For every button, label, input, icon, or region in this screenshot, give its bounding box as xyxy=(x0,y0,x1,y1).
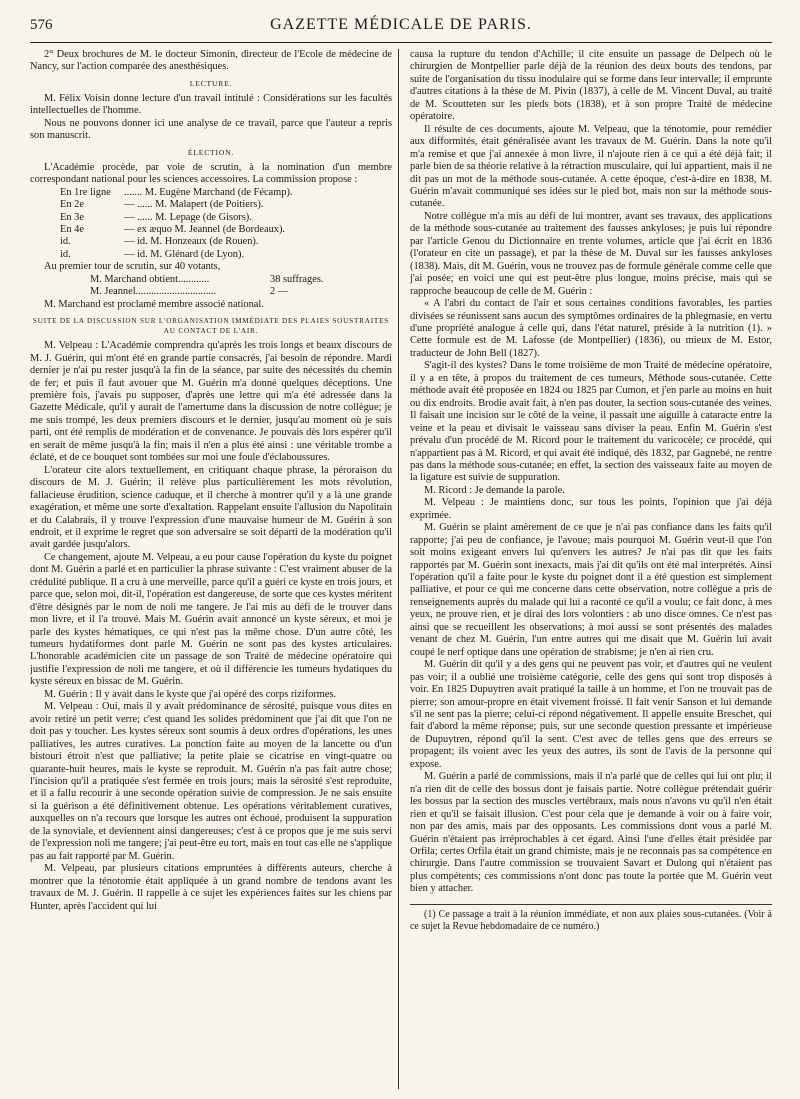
section-heading-lecture: LECTURE. xyxy=(189,78,233,88)
list-item: En 3e — ...... M. Lepage (de Gisors). xyxy=(60,211,252,223)
section-heading-election: ÉLECTION. xyxy=(187,147,235,157)
list-item: M. Jeannel............................... 2 — xyxy=(90,286,289,298)
footnote: (1) Ce passage a trait à la réunion immédiate, et non aux plaies sous-cutanées. (Voir à ce sujet la Revue hebdomadaire de ce numéro.) xyxy=(409,908,772,932)
paragraph: M. Marchand est proclamé membre associé national. xyxy=(44,298,264,310)
right-column xyxy=(406,49,772,1089)
paragraph: Ce changement, ajoute M. Velpeau, a eu pour cause l'opération du kyste du poignet dont M. Guérin a parlé et en particulier la phrase suivante : C'est vraiment abuser de la crédulité publique. Il a cru à une merveille, parce qu'il a guéri ce kyste en trois jours, et parce que, selon moi, dit-il, l'opération est dangereuse, de sorte que ces kystes méritent d'être désignés par le nom de noli me tangere. Je l'ai mis au défi de le trouver dans mon livre, et il l'a trouvé. Mais M. Guérin avait annoncé un kyste séreux, et moi je parle des kystes hématiques, ce qui n'est pas la même chose. D'un autre côté, les tumeurs hydatiformes dont parle M. Guérin ne sont pas des kystes articulaires. L'honorable académicien cite un passage de son Traité de médecine opératoire qui justifie l'expression de noli me tangere, et où il différencie les tumeurs hydatiques du kyste séreux en bissac de M. Guérin. xyxy=(30,551,393,688)
left-column xyxy=(30,49,398,1089)
columns xyxy=(30,49,772,1089)
paragraph: Notre collègue m'a mis au défi de lui montrer, avant ses travaux, des applications de la méthode sous-cutanée au traitement des fausses ankyloses; je puis lui répondre par l'article Genou du Dictionnaire en trente volumes, article que j'ai écrit en 1836 (l'orateur en cite un passage), et par la thèse de M. Duval sur les fausses ankyloses (1838). Mais, dit M. Guérin, vous ne trouvez pas de formule générale comme celle que j'ai posée; en voici une qui est peut-être plus longue, moins précise, mais qui se rapproche beaucoup de celle de M. Guérin : xyxy=(409,210,772,297)
list-item: id. — id. M. Glénard (de Lyon). xyxy=(60,248,245,260)
paragraph: M. Guérin dit qu'il y a des gens qui ne peuvent pas voir, et d'autres qui ne veulent pas voir; il a oublié une troisième catégorie, celle des gens qui sont trop disposés à voir. En 1825 Dupuytren avait pratiqué la taille à un homme, et l'on ne trouvait pas de pierre; son amour-propre en était vivement froissé. Il fait venir Sanson et lui demande s'il ne sent pas la pierre; celui-ci répond négativement. Il appelle ensuite Breschet, qui fait d'abord la même réponse; puis, sur une seconde question pressante et impérieuse de Dupuytren, répond qu'il la sent. C'est avec de telles gens que des erreurs se propagent; ils voient avec les yeux des autres, ils sont de l'avis de la personne qui expose. xyxy=(409,659,772,770)
paragraph: 2° Deux brochures de M. le docteur Simonin, directeur de l'Ecole de médecine de Nancy, sur l'action comparée des anesthésiques. xyxy=(30,49,393,73)
paragraph: Au premier tour de scrutin, sur 40 votants, xyxy=(44,261,221,273)
paragraph: Il résulte de ces documents, ajoute M. Velpeau, que la ténotomie, pour remédier aux difformités, était généralisée avant les travaux de M. Guérin. Dans la note qu'il m'a remise et que j'ai annexée à mon livre, il n'ajoute rien à ce qui a été déjà fait; il parle bien de sa théorie relative à la rétraction musculaire, qui lui appartient, mais il ne dit pas un mot de la méthode sous-cutanée. A cette époque, c'est-à-dire en 1838, M. Guérin m'avait communiqué ses idées sur le pied bot, mais non sur la méthode sous-cutanée. xyxy=(409,123,772,210)
publication-title: GAZETTE MÉDICALE DE PARIS. xyxy=(270,16,532,33)
list-item: M. Marchand obtient............ 38 suffrages. xyxy=(90,273,324,285)
list-item: En 4e — ex æquo M. Jeannel (de Bordeaux). xyxy=(60,223,286,235)
list-item: id. — id. M. Honzeaux (de Rouen). xyxy=(60,236,259,248)
paragraph: causa la rupture du tendon d'Achille; il cite ensuite un passage de Delpech où le chirurgien de Montpellier parle déjà de la réunion des deux bouts des tendons, par suite de l'organisation du tissu inodulaire qui se forme dans leur intervalle; il emprunte d'autres citations à la thèse de M. Pivin (1837), à celle de M. Vincent Duval, au traité de M. Scoutteten sur les pieds bots (1838), et à son propre Traité de médecine opératoire. xyxy=(409,49,772,123)
column-divider xyxy=(398,49,399,1089)
paragraph: M. Velpeau, par plusieurs citations empruntées à différents auteurs, cherche à montrer que la ténotomie était appliquée à un grand nombre de tendons avant les travaux de M. J. Guérin. Il rappelle à ce sujet les expériences faites sur les chiens par Hunter, après l'accident qui lui xyxy=(30,863,393,912)
paragraph: L'Académie procède, par voie de scrutin, à la nomination d'un membre correspondant national pour les sciences accessoires. La commission propose : xyxy=(30,161,393,186)
paragraph: M. Guérin a parlé de commissions, mais il n'a parlé que de celles qui lui ont plu; il n'a rien dit de celle des bossus dont je faisais partie. Notre collègue prétendait guérir les bossus par la section des muscles vertébraux, mais nous n'avons vu qu'il n'en était rien et qu'il se faisait illusion. C'est pour cela que je demande à voir ou à faire voir, non par des amis, mais par des opposants. Les commissions dont vous a parlé M. Guérin n'étaient pas irréprochables à cet égard. Ainsi l'une d'elles était présidée par Orfila; certes Orfila était un grand chimiste, mais je ne reconnais pas sa compétence en chirurgie. Dans l'autre commission se trouvaient Savart et Dulong qui n'étaient pas plus compétents; ces commissions n'ont donc pas toute la portée que M. Guérin veut bien y attacher. xyxy=(409,771,772,895)
paragraph: M. Velpeau : Oui, mais il y avait prédominance de sérosité, puisque vous dites en avoir retiré un petit verre; c'est quand les solides prédominent que j'ai dit que l'on ne doit pas y toucher. Les kystes séreux sont soumis à deux ordres d'opérations, les unes palliatives, les autres curatives. La ponction faite au moyen de la lancette ou d'un bistouri étroit n'est que palliative; la petite plaie se cicatrise en vingt-quatre ou quarante-huit heures, mais le kyste se reproduit. M. Guérin n'a pas fait autre chose; l'incision qu'il a pratiquée s'est fermée en trois jours; mais la sérosité s'est reproduite, et il a fallu recourir à une seconde opération suivie de compression. Je ne sais ensuite si la guérison a été définitivement obtenue. Les opérations véritablement curatives, auxquelles on n'a recours que lorsque les autres ont échoué, produisent la suppuration de la synoviale, et deviennent ainsi dangereuses; c'est à ce propos que je me suis servi de l'expression noli me tangere; j'ai peut-être eu tort, mais en tout cas elle ne s'applique pas au fait rapporté par M. Guérin. xyxy=(30,701,393,862)
section-heading-discussion: SUITE DE LA DISCUSSION SUR L'ORGANISATION IMMÉDIATE DES PLAIES SOUSTRAITES AU CONTACT DE L'AIR. xyxy=(32,317,390,336)
paragraph: Nous ne pouvons donner ici une analyse de ce travail, parce que l'auteur a repris son manuscrit. xyxy=(30,117,393,142)
paragraph: « A l'abri du contact de l'air et sous certaines conditions favorables, les parties divisées se réunissent sans aucun des symptômes ordinaires de la phlegmasie, en vertu d'une propriété analogue à celle qui, dans l'état naturel, préside à la nutrition (1). » Cette formule est de M. Lafosse (de Montpellier) (1836), ou mieux de M. Estor, traducteur de John Bell (1827). xyxy=(409,298,772,359)
vote-list xyxy=(30,187,392,262)
paragraph: M. Velpeau : Je maintiens donc, sur tous les points, l'opinion que j'ai déjà exprimée. xyxy=(409,497,772,521)
page-number: 576 xyxy=(30,17,53,33)
list-item: En 1re ligne ....... M. Eugène Marchand (de Fécamp). xyxy=(60,186,293,198)
paragraph: L'orateur cite alors textuellement, en critiquant chaque phrase, la péroraison du discours de M. J. Guérin; il relève plus particulièrement les mots révolution, fallacieuse érudition, science caduque, et il cherche à montrer qu'il y a là une grande exagération, et même une sorte d'exaltation. Rappelant ensuite l'allusion du Napolitain et du Calabrais, il y trouve l'expression d'une mauvaise humeur de M. Guérin à son endroit, et il exprime le regret que son adversaire se soit départi de la modération qu'il avait gardée jusqu'alors. xyxy=(30,464,393,551)
paragraph: M. Félix Voisin donne lecture d'un travail intitulé : Considérations sur les facultés intellectuelles de l'homme. xyxy=(30,92,393,117)
list-item: En 2e — ...... M. Malapert (de Poitiers). xyxy=(60,199,264,211)
page-header xyxy=(30,16,772,43)
paragraph: M. Ricord : Je demande la parole. xyxy=(423,484,565,496)
paragraph: M. Velpeau : L'Académie comprendra qu'après les trois longs et beaux discours de M. J. Guérin, qui m'ont été en grande partie consacrés, j'ai besoin de répondre. Mardi dernier je n'ai pu rester jusqu'à la fin de la séance, par suite des nécessités du chemin de fer; et puis il faut avouer que M. Guérin m'a donné quelques déceptions. Une première fois, j'avais pu supposer, d'après une lettre qui m'a été adressée dans la Gazette Médicale, qu'il y aurait de l'amertume dans la discussion de notre collègue; je me suis trompé, les deux premiers discours et le dernier, jusqu'au moment où je suis parti, ont été remplis de modération et de convenance. Je pouvais dès lors espérer qu'il en serait de même jusqu'à la fin; mais il n'en a plus été ainsi : une véritable trombe a éclaté, et de ce bouquet sont tombées sur moi une foule d'éclaboussures. xyxy=(30,340,393,464)
results-list xyxy=(30,274,392,299)
footnote-divider xyxy=(410,904,772,905)
paragraph: M. Guérin se plaint amèrement de ce que je n'ai pas confiance dans les faits qu'il rapporte; j'ai peu de confiance, je l'avoue; mais pourquoi M. Guérin veut-il que l'on soit moins exigeant envers lui qu'envers les autres? Je n'ai pas dit que les faits rapportés par M. Guérin sont inexacts, mais j'ai dit qu'ils ont été mal interprétés. Ainsi l'opération qu'il a faite pour le kyste du poignet dont il a été question est simplement palliative, et pour ce qui me concerne dans cette observation, notre collègue a pris de renseignements auprès du malade qui lui a raconté ce qu'il a voulu; ce fait donc, à mes yeux, ne prouve rien, et je dirai des lors volontiers : ab uno disce omnes. Ce n'est pas ainsi que se recueillent les observations; à moi aussi se sont présentés des malades venant de chez M. Guérin, l'un entre autres qui me disait que M. Guérin lui avait coupé le nerf optique dans une opération de strabisme; je n'en ai rien cru. xyxy=(409,522,772,658)
paragraph: S'agit-il des kystes? Dans le tome troisième de mon Traité de médecine opératoire, il y a en tête, à propos du traitement de ces tumeurs, Méthode sous-cutanée. Cette méthode avait été proposée en 1824 ou 1825 par Cumon, et j'en parle au moins en huit ou dix endroits. Brodie avait fait, à n'en pas douter, la section sous-cutanée des veines. Il faisait une incision sur le côté de la veine, il passait une aiguille à cataracte entre la veine et la peau et divisait le vaisseau sans diviser la peau. Enfin M. Guérin s'est prévalu d'un procédé de M. Ricord pour le traitement du varicocèle; ce procédé, qui n'appartient pas à M. Ricord, et qui avait été indiqué, dès 1832, par Gagnebé, ne rentre pas dans la méthode sous-cutanée; en effet, la section des vaisseaux faite au moyen de la ligature est suivie de suppuration. xyxy=(409,360,772,484)
paragraph: M. Guérin : Il y avait dans le kyste que j'ai opéré des corps riziformes. xyxy=(44,688,337,700)
